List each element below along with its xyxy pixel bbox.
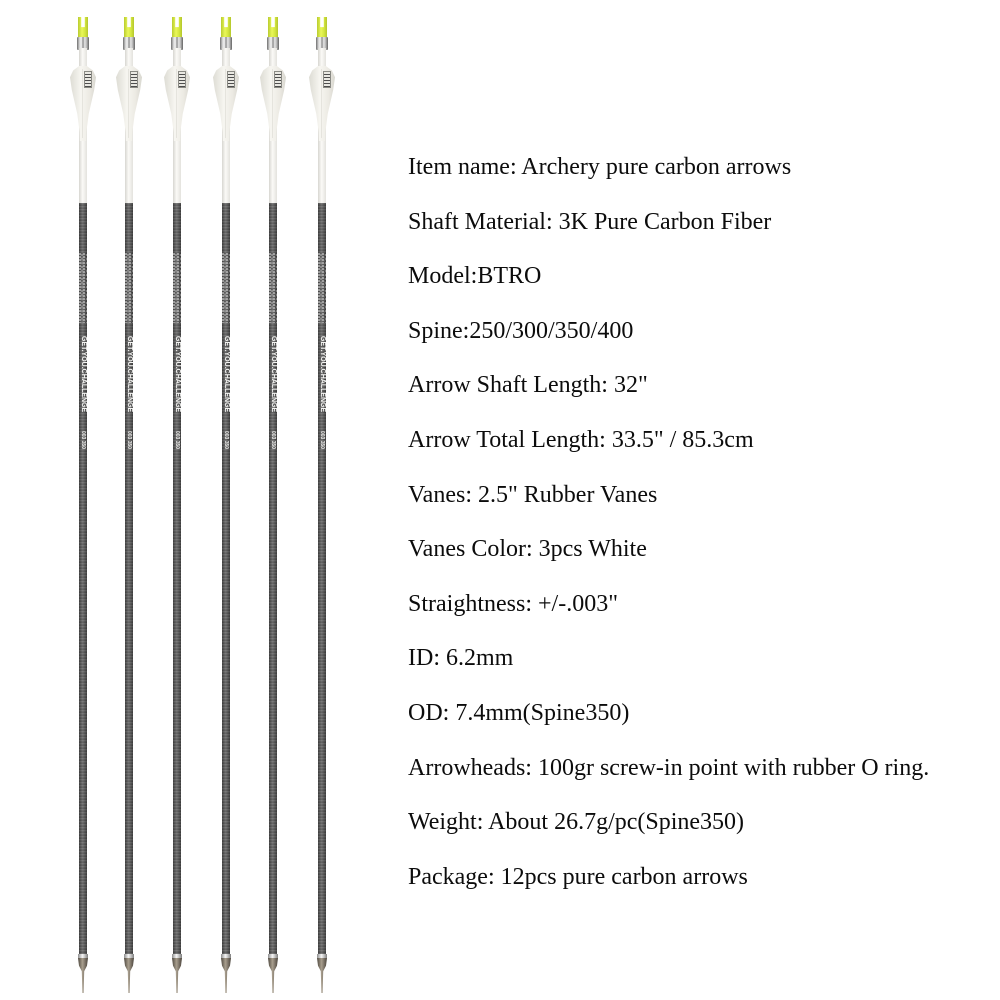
arrow-vane	[309, 66, 335, 141]
arrow-nock	[172, 17, 182, 38]
carbon-shaft	[79, 203, 87, 954]
shaft-print-text: GET.YOU.CHALLENGE	[223, 335, 230, 413]
arrow-tip	[172, 958, 182, 993]
shaft-spine-text: 003 350	[174, 430, 180, 450]
spec-list	[408, 140, 998, 904]
shaft-spine-text: 003 350	[126, 430, 132, 450]
shaft-print-text: GET.YOU.CHALLENGE	[126, 335, 133, 413]
arrow-nock	[221, 17, 231, 38]
arrow-nock	[317, 17, 327, 38]
spec-line-item-name: Item name: Archery pure carbon arrows	[408, 154, 792, 180]
arrow	[210, 0, 242, 1000]
carbon-shaft	[269, 203, 277, 954]
tip-ring	[317, 954, 327, 958]
spec-line-model: Model:BTRO	[408, 263, 542, 290]
arrow-tip	[317, 958, 327, 993]
arrow	[257, 0, 289, 1000]
arrow	[113, 0, 145, 1000]
vane-barcode-label	[274, 71, 282, 88]
spec-line-arrowheads: Arrowheads: 100gr screw-in point with rubber O ring.	[408, 754, 930, 781]
tip-ring	[172, 954, 182, 958]
spec-line-weight: Weight: About 26.7g/pc(Spine350)	[408, 809, 745, 836]
tip-ring	[268, 954, 278, 958]
carbon-shaft	[173, 203, 181, 954]
spec-line-spine: Spine:250/300/350/400	[408, 317, 634, 344]
shaft-speckle-pattern	[222, 253, 230, 323]
vane-barcode-label	[84, 71, 92, 88]
arrow-tip	[221, 958, 231, 993]
arrow-nock	[78, 17, 88, 38]
shaft-speckle-pattern	[269, 253, 277, 323]
arrow-tip	[268, 958, 278, 993]
vane-barcode-label	[178, 71, 186, 88]
tip-ring	[78, 954, 88, 958]
vane-barcode-label	[227, 71, 235, 88]
carbon-shaft	[318, 203, 326, 954]
vane-barcode-label	[323, 71, 331, 88]
tip-ring	[221, 954, 231, 958]
arrow	[306, 0, 338, 1000]
shaft-print-text: GET.YOU.CHALLENGE	[80, 335, 87, 413]
carbon-shaft	[125, 203, 133, 954]
arrow-vane	[164, 66, 190, 141]
spec-line-vanes: Vanes: 2.5" Rubber Vanes	[408, 481, 658, 508]
shaft-speckle-pattern	[173, 253, 181, 323]
arrow-vane	[213, 66, 239, 141]
shaft-print-text: GET.YOU.CHALLENGE	[270, 335, 277, 413]
arrow-nock	[124, 17, 134, 38]
tip-ring	[124, 954, 134, 958]
spec-line-od: OD: 7.4mm(Spine350)	[408, 699, 630, 726]
arrow-tip	[78, 958, 88, 993]
spec-line-package: Package: 12pcs pure carbon arrows	[408, 863, 748, 890]
shaft-spine-text: 003 350	[319, 430, 325, 450]
shaft-speckle-pattern	[125, 253, 133, 323]
shaft-spine-text: 003 350	[80, 430, 86, 450]
shaft-spine-text: 003 350	[270, 430, 276, 450]
shaft-speckle-pattern	[318, 253, 326, 323]
arrow-nock	[268, 17, 278, 38]
shaft-speckle-pattern	[79, 253, 87, 323]
arrow-vane	[260, 66, 286, 141]
spec-line-vanes-color: Vanes Color: 3pcs White	[408, 536, 647, 563]
spec-line-shaft-material: Shaft Material: 3K Pure Carbon Fiber	[408, 208, 772, 235]
spec-line-straightness: Straightness: +/-.003"	[408, 590, 618, 617]
carbon-shaft	[222, 203, 230, 954]
arrow-vane	[70, 66, 96, 141]
shaft-spine-text: 003 350	[223, 430, 229, 450]
vane-barcode-label	[130, 71, 138, 88]
shaft-print-text: GET.YOU.CHALLENGE	[319, 335, 326, 413]
arrow-vane	[116, 66, 142, 141]
shaft-print-text: GET.YOU.CHALLENGE	[174, 335, 181, 413]
arrow-tip	[124, 958, 134, 993]
spec-line-total-length: Arrow Total Length: 33.5" / 85.3cm	[408, 426, 754, 453]
arrow	[161, 0, 193, 1000]
arrow	[67, 0, 99, 1000]
spec-line-id: ID: 6.2mm	[408, 645, 514, 672]
spec-line-shaft-length: Arrow Shaft Length: 32"	[408, 372, 648, 399]
